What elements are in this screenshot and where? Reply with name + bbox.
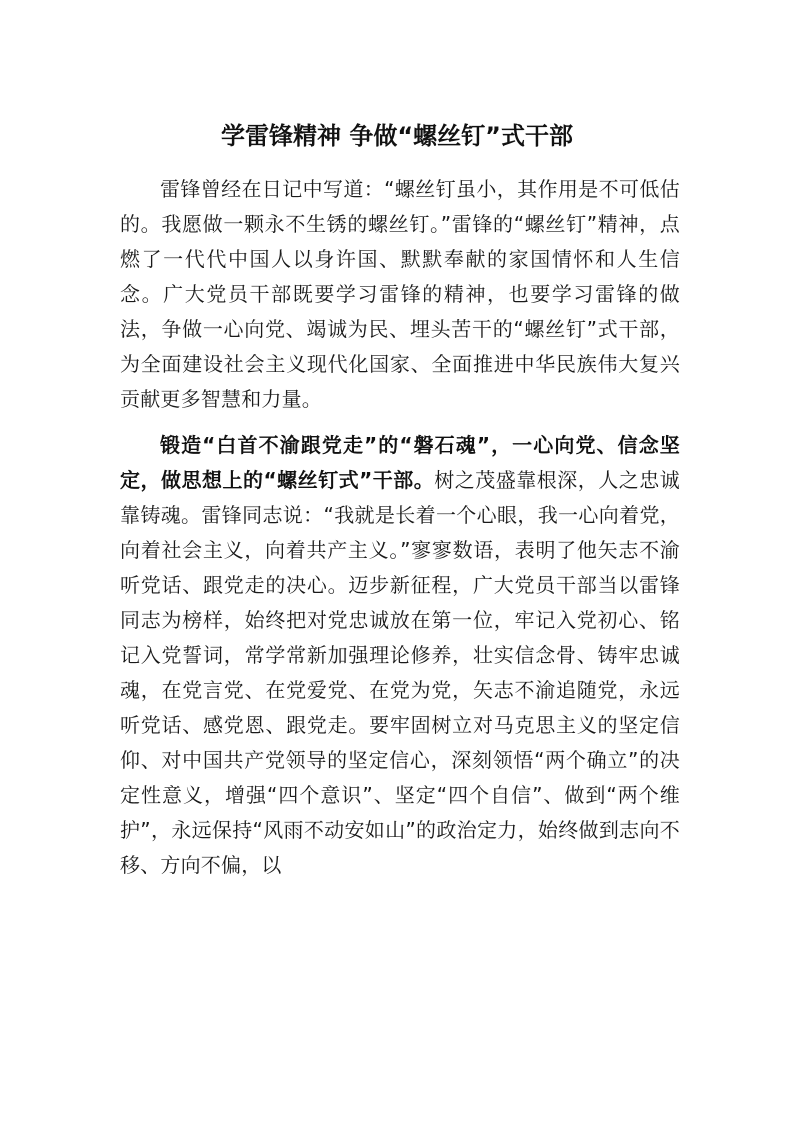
paragraph-2-lead: 锻造“白首不渝跟党走”的“磐石魂”，一心向党、信念坚定，做思想上的“螺丝钉式”干部。: [120, 433, 680, 492]
paragraph-1-text: 雷锋曾经在日记中写道：“螺丝钉虽小，其作用是不可低估的。我愿做一颗永不生锈的螺丝钉。”雷锋的“螺丝钉”精神，点燃了一代代中国人以身许国、默默奉献的家国情怀和人生信念。广大党员干部既要学习雷锋的精神，也要学习雷锋的做法，争做一心向党、竭诚为民、埋头苦干的“螺丝钉”式干部，为全面建设社会主义现代化国家、全面推进中华民族伟大复兴贡献更多智慧和力量。: [120, 177, 680, 411]
document-title: 学雷锋精神 争做“螺丝钉”式干部: [221, 122, 573, 150]
paragraph-2: [120, 428, 680, 883]
paragraph-2-text: 树之茂盛靠根深，人之忠诚靠铸魂。雷锋同志说：“我就是长着一个心眼，我一心向着党，向着社会主义，向着共产主义。”寥寥数语，表明了他矢志不渝听党话、跟党走的决心。迈步新征程，广大党员干部当以雷锋同志为榜样，始终把对党忠诚放在第一位，牢记入党初心、铭记入党誓词，常学常新加强理论修养，壮实信念骨、铸牢忠诚魂，在党言党、在党爱党、在党为党，矢志不渝追随党，永远听党话、感党恩、跟党走。要牢固树立对马克思主义的坚定信仰、对中国共产党领导的坚定信心，深刻领悟“两个确立”的决定性意义，增强“四个意识”、坚定“四个自信”、做到“两个维护”，永远保持“风雨不动安如山”的政治定力，始终做到志向不移、方向不偏，以: [120, 468, 680, 877]
paragraph-1: [120, 172, 680, 417]
